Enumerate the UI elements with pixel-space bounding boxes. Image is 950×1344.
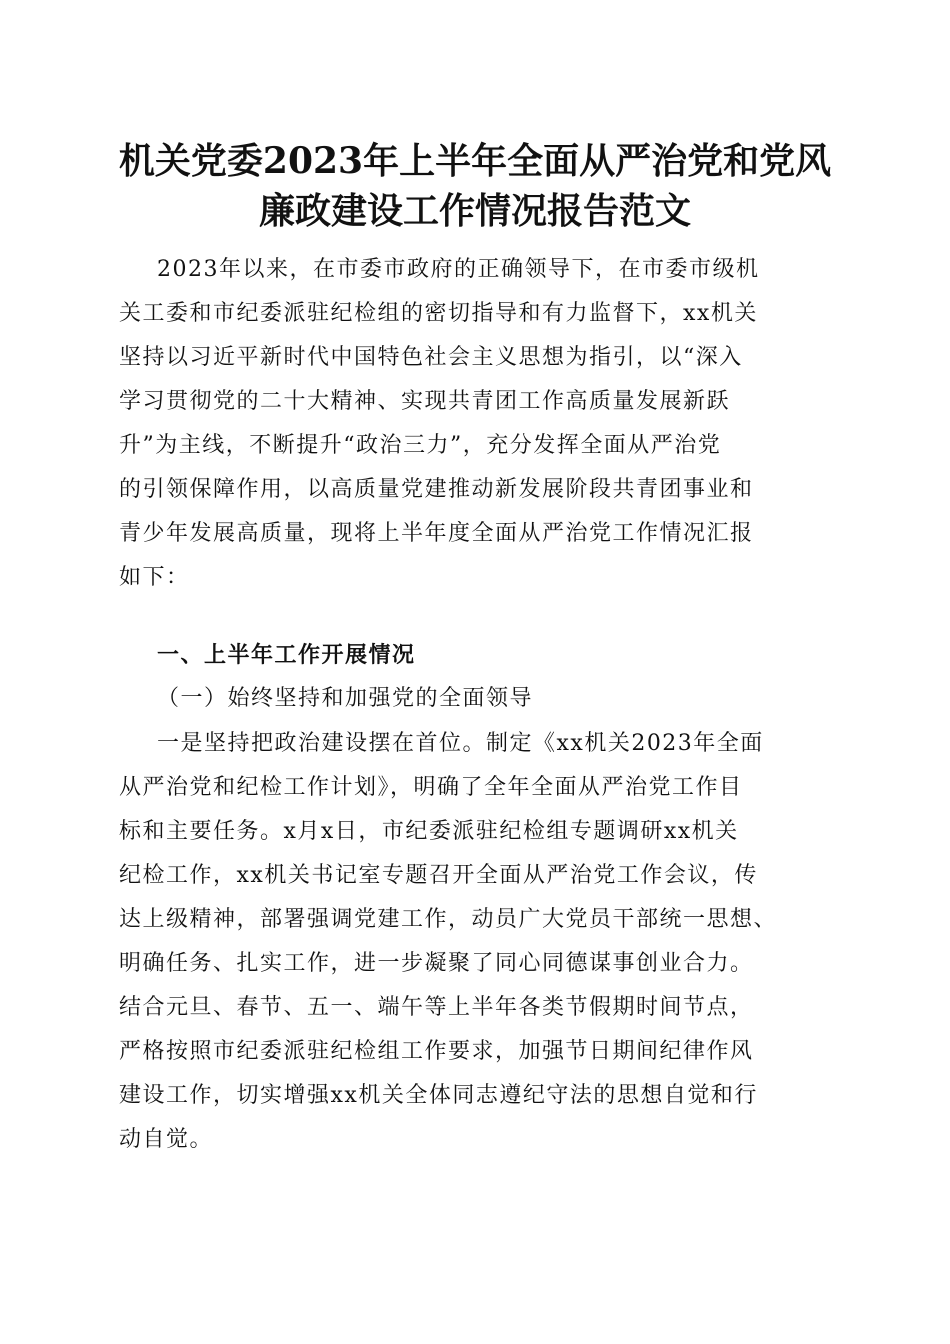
para-line-9: 建设工作，切实增强xx机关全体同志遵纪守法的思想自觉和行 (119, 1083, 758, 1108)
intro-line-3: 坚持以习近平新时代中国特色社会主义思想为指引，以“深入 (119, 345, 743, 370)
subsection-heading: （一）始终坚持和加强党的全面领导 (157, 686, 534, 711)
para-line-7: 结合元旦、春节、五一、端午等上半年各类节假期时间节点， (119, 995, 754, 1020)
intro-line-6: 的引领保障作用，以高质量党建推动新发展阶段共青团事业和 (119, 477, 754, 502)
intro-line-8: 如下： (119, 565, 190, 590)
intro-line-2: 关工委和市纪委派驻纪检组的密切指导和有力监督下，xx机关 (119, 301, 758, 326)
intro-line-5: 升”为主线，不断提升“政治三力”，充分发挥全面从严治党 (119, 433, 722, 458)
intro-paragraph (119, 248, 831, 600)
intro-line-4: 学习贯彻党的二十大精神、实现共青团工作高质量发展新跃 (119, 389, 731, 414)
body-paragraph (119, 722, 831, 1162)
intro-line-1: 2023年以来，在市委市政府的正确领导下，在市委市级机 (157, 257, 760, 282)
para-line-2: 从严治党和纪检工作计划》，明确了全年全面从严治党工作目 (119, 775, 743, 800)
para-line-10: 动自觉。 (119, 1127, 214, 1152)
intro-line-7: 青少年发展高质量，现将上半年度全面从严治党工作情况汇报 (119, 521, 754, 546)
title-line-2: 廉政建设工作情况报告范文 (258, 190, 691, 232)
para-line-6: 明确任务、扎实工作，进一步凝聚了同心同德谋事创业合力。 (119, 951, 754, 976)
document-title (100, 136, 850, 236)
para-line-1: 一是坚持把政治建设摆在首位。制定《xx机关2023年全面 (157, 731, 764, 756)
para-line-8: 严格按照市纪委派驻纪检组工作要求，加强节日期间纪律作风 (119, 1039, 754, 1064)
para-line-4: 纪检工作，xx机关书记室专题召开全面从严治党工作会议，传 (119, 863, 758, 888)
para-line-5: 达上级精神，部署强调党建工作，动员广大党员干部统一思想、 (119, 907, 778, 932)
section-heading: 一、上半年工作开展情况 (157, 643, 416, 668)
para-line-3: 标和主要任务。x月x日，市纪委派驻纪检组专题调研xx机关 (119, 819, 739, 844)
title-line-1: 机关党委2023年上半年全面从严治党和党风 (118, 140, 832, 182)
